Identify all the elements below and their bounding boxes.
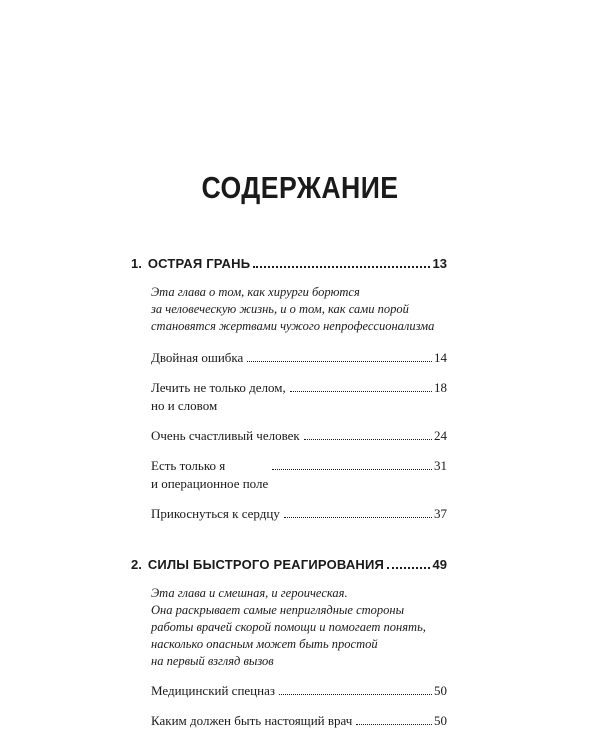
entry-title: Прикоснуться к сердцу [151, 506, 280, 521]
page-title: СОДЕРЖАНИЕ [201, 170, 399, 205]
toc-entry[interactable] [151, 349, 447, 367]
chapter-page: 49 [432, 557, 447, 572]
chapter-title: ОСТРАЯ ГРАНЬ [147, 256, 251, 271]
entry-page: 50 [434, 713, 447, 728]
leader-dots [290, 391, 432, 392]
entry-page: 37 [434, 506, 447, 521]
chapter-title: СИЛЫ БЫСТРОГО РЕАГИРОВАНИЯ [147, 557, 385, 572]
chapter-2-heading[interactable] [131, 555, 447, 574]
leader-dots [356, 724, 432, 725]
toc-entry[interactable] [151, 427, 447, 445]
leader-dots [304, 439, 432, 440]
leader-dots [387, 567, 429, 569]
table-of-contents [131, 254, 447, 730]
entry-page: 50 [434, 683, 447, 698]
entry-title: Очень счастливый человек [151, 428, 300, 443]
entry-page: 14 [434, 350, 447, 365]
chapter-2-description: Эта глава и смешная, и героическая. Она раскрывает самые неприглядные стороны работы врачей скорой помощи и помогает понять, насколько опасным может быть простой на первый взгляд вызов [151, 586, 426, 668]
entry-title: Каким должен быть настоящий врач [151, 713, 353, 728]
toc-entry[interactable] [151, 505, 447, 523]
chapter-page: 13 [432, 256, 447, 271]
entry-title: Есть только я и операционное поле [151, 458, 269, 491]
leader-dots [279, 694, 432, 695]
leader-dots [284, 517, 432, 518]
chapter-number: 1. [131, 256, 142, 271]
entry-title: Лечить не только делом, но и словом [151, 380, 286, 413]
entry-title: Медицинский спецназ [151, 683, 275, 698]
toc-entry[interactable] [151, 682, 447, 700]
entry-page: 18 [434, 380, 447, 395]
leader-dots [247, 361, 432, 362]
leader-dots [253, 266, 429, 268]
chapter-number: 2. [131, 557, 142, 572]
chapter-1-heading[interactable] [131, 254, 447, 273]
toc-entry[interactable] [151, 712, 447, 730]
leader-dots [272, 469, 432, 470]
entry-title: Двойная ошибка [151, 350, 244, 365]
entry-page: 24 [434, 428, 447, 443]
entry-page: 31 [434, 458, 447, 473]
toc-entry[interactable] [151, 457, 447, 493]
chapter-1-description: Эта глава о том, как хирурги борются за человеческую жизнь, и о том, как сами порой становятся жертвами чужого непрофессионализма [151, 285, 435, 333]
toc-entry[interactable] [151, 379, 447, 415]
